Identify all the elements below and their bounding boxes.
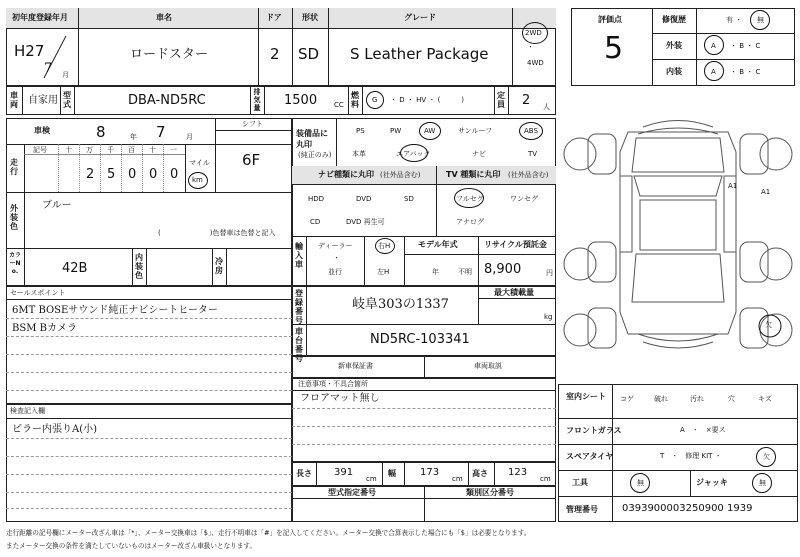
mileage-header-sen: 千	[107, 146, 114, 154]
equip-tv: TV	[528, 150, 538, 158]
diagram-a1-left: A1	[728, 182, 738, 190]
inspector-block	[6, 404, 292, 522]
grade-value: S Leather Package	[350, 45, 489, 63]
tools-value: 無	[637, 479, 644, 487]
interior-grade-rest: ・ B ・ C	[730, 68, 761, 76]
fuel-label: 燃料	[351, 91, 359, 109]
repair-label: 修復歴	[662, 15, 686, 24]
drive-dot: ・	[527, 43, 534, 51]
equip-airbag: エアバック	[396, 150, 431, 158]
score-value: 5	[604, 31, 624, 66]
equip-abs: ABS	[524, 127, 538, 135]
exterior-grade-a: A	[711, 42, 716, 50]
tv-note: (社外品含む)	[508, 171, 549, 179]
capacity-label: 定員	[497, 91, 505, 109]
displacement-unit: CC	[334, 101, 344, 109]
grade-label: グレード	[404, 13, 436, 22]
reg-year-label: 初年度登録年月	[12, 13, 68, 22]
exterior-label: 外装	[666, 41, 682, 50]
mileage-header-man: 万	[86, 146, 93, 154]
height-unit: cm	[540, 475, 551, 483]
inspector-label: 検査記入欄	[10, 407, 45, 415]
height-label: 高さ	[472, 469, 488, 478]
manual-label: 車両取説	[474, 362, 502, 370]
color-no-value: 42B	[62, 261, 88, 276]
mileage-header-symbol: 記号	[33, 146, 47, 154]
mileage-digit: 5	[107, 167, 116, 182]
max-load-label: 最大積載量	[494, 288, 534, 297]
mileage-km: km	[192, 176, 203, 184]
inspector-value: ピラー内張りA(小)	[12, 424, 98, 435]
tv-oneseg: ワンセグ	[510, 195, 538, 203]
type-cert-label: 型式指定番号	[328, 488, 376, 497]
color-no-label: カラーNo.	[8, 252, 21, 275]
shape-label: 形状	[302, 13, 318, 22]
mileage-label: 走行	[10, 158, 18, 176]
model-value: DBA-ND5RC	[128, 93, 206, 108]
inspection-year-unit: 年	[130, 133, 137, 141]
footer-line-2: またメーター交換の条件を満たしていないものはメーター改ざん車扱いとなります。	[6, 542, 257, 550]
car-outline-svg	[558, 92, 798, 380]
reg-month-value: 7	[44, 61, 53, 76]
model-year-unknown: 不明	[458, 268, 472, 276]
seat-option-burn: コゲ	[620, 395, 634, 403]
inspection-year: 8	[96, 123, 106, 141]
exterior-color-label: 外装色	[10, 204, 18, 231]
repair-options: 有 ・	[726, 16, 743, 24]
tv-label: TV 種類に丸印	[446, 170, 501, 179]
mileage-digit: 2	[86, 167, 95, 182]
chassis-value: ND5RC-103341	[370, 332, 470, 347]
repair-none: 無	[757, 16, 764, 24]
width-value: 173	[420, 467, 440, 478]
notes-label: 注意事項・不具合箇所	[298, 380, 368, 388]
inspection-month: 7	[156, 123, 166, 141]
tv-analog: アナログ	[456, 218, 484, 226]
seat-option-hole: 穴	[728, 395, 735, 403]
diagram-a1-right: A1	[761, 188, 771, 196]
width-unit: cm	[452, 475, 463, 483]
diagram-missing: 欠	[765, 321, 772, 329]
equip-leather: 本革	[352, 150, 366, 158]
chassis-label: 車台番号	[295, 327, 303, 363]
mileage-digit: 0	[128, 167, 137, 182]
mileage-header-10man: 十	[65, 146, 72, 154]
import-dot: ・	[333, 254, 340, 262]
length-unit: cm	[366, 475, 377, 483]
recycle-label: リサイクル預託金	[484, 240, 547, 249]
equip-navi: ナビ	[472, 150, 486, 158]
reg-year-value: H27	[14, 42, 45, 60]
mileage-header-ichi: 一	[170, 146, 177, 154]
spare-missing: 欠	[763, 453, 770, 461]
displacement-label: 排気量	[253, 88, 261, 112]
spare-label: スペアタイヤ	[566, 452, 614, 461]
navi-cd: CD	[310, 218, 321, 226]
max-load-unit: kg	[544, 313, 553, 321]
score-label: 評価点	[598, 15, 622, 24]
footer-line-1: 走行距離の記号欄にメーター改ざん車は「*」、メーター交換車は「$」、走行不明車は「#」を記入してください。メーター交換で合算表示した場合にも「$」は必要となります。	[6, 529, 531, 537]
mgmt-label: 管理番号	[566, 505, 598, 514]
inspection-label: 車検	[34, 126, 50, 135]
navi-dvd: DVD	[356, 195, 372, 203]
mileage-digit: 0	[149, 167, 158, 182]
drive-2wd: 2WD	[525, 29, 542, 37]
shape-value: SD	[298, 45, 320, 63]
mileage-header-hyaku: 百	[128, 146, 135, 154]
inspection-month-unit: 月	[186, 133, 193, 141]
import-parallel: 並行	[328, 268, 342, 276]
equipment-label: 装備品に丸印	[296, 129, 328, 149]
notes-value: フロアマット無し	[300, 393, 380, 404]
spare-options: T ・ 修理 KIT ・	[660, 452, 722, 460]
navi-sd: SD	[404, 195, 414, 203]
door-value: 2	[270, 45, 280, 63]
warranty-label: 新車保証書	[338, 362, 373, 370]
recycle-unit: 円	[546, 269, 553, 277]
mileage-mile: マイル	[189, 159, 210, 167]
glass-label: フロントガラス	[566, 426, 622, 435]
mgmt-value: 0393900003250900 1939	[622, 503, 753, 514]
import-dealer: ディーラー	[318, 242, 353, 250]
color-change-note: ( )色替車は色替と記入	[158, 229, 276, 237]
seat-option-stain: 汚れ	[690, 395, 704, 403]
capacity-value: 2	[522, 93, 531, 108]
length-value: 391	[334, 467, 354, 478]
fuel-options: ・ D ・ HV ・ ( )	[390, 96, 465, 104]
car-name-value: ロードスター	[130, 47, 208, 62]
height-value: 123	[508, 467, 528, 478]
seat-label: 室内シート	[566, 392, 606, 401]
interior-color-label: 内装色	[135, 253, 143, 280]
shift-value: 6F	[242, 151, 261, 169]
door-label: ドア	[266, 13, 282, 22]
drive-4wd: 4WD	[527, 59, 544, 67]
shift-label: シフト	[242, 120, 263, 128]
model-year-label: モデル年式	[418, 240, 458, 249]
handle-left: 左H	[377, 268, 390, 276]
handle-right: 右H	[378, 242, 391, 250]
width-label: 幅	[388, 469, 396, 478]
interior-grade-a: A	[711, 68, 716, 76]
spec-row	[6, 86, 556, 115]
equip-aw: AW	[424, 127, 436, 135]
tv-fullseg: フルセグ	[456, 195, 484, 203]
sales-line-2: BSM Bカメラ	[12, 323, 77, 334]
navi-dvd-play: DVD 再生可	[346, 218, 385, 226]
jack-value: 無	[759, 479, 766, 487]
car-name-label: 車名	[156, 13, 172, 22]
usage-value: 自家用	[28, 95, 58, 106]
plate-value: 岐阜303の1337	[352, 297, 449, 312]
equipment-note: (純正のみ)	[298, 151, 332, 159]
mileage-digit: 0	[170, 167, 179, 182]
class-label: 類別区分番号	[466, 488, 514, 497]
import-label: 輸入車	[295, 242, 303, 269]
model-year-unit: 年	[432, 268, 439, 276]
equip-ps: PS	[356, 127, 365, 135]
navi-note: (社外品含む)	[380, 171, 421, 179]
seat-option-tear: 破れ	[654, 395, 668, 403]
exterior-color-value: ブルー	[42, 200, 72, 211]
cooler-label: 冷房	[215, 257, 223, 275]
displacement-value: 1500	[284, 93, 318, 108]
recycle-value: 8,900	[484, 262, 522, 277]
sales-point-block	[6, 286, 292, 404]
capacity-unit: 人	[543, 103, 550, 111]
navi-hdd: HDD	[308, 195, 325, 203]
usage-label: 車両	[10, 91, 18, 109]
reg-month-unit: 月	[62, 71, 69, 79]
seat-option-scratch: キズ	[758, 395, 772, 403]
equip-sunroof: サンルーフ	[458, 127, 493, 135]
model-label: 型式	[63, 91, 71, 109]
exterior-grade-rest: ・ B ・ C	[730, 42, 761, 50]
fuel-g: G	[372, 96, 378, 104]
mileage-header-juu: 十	[149, 146, 156, 154]
plate-label: 登録番号	[295, 289, 303, 325]
sales-point-label: セールスポイント	[10, 289, 66, 297]
length-label: 長さ	[296, 469, 312, 478]
sales-line-1: 6MT BOSEサウンド純正ナビシートヒーター	[12, 305, 218, 316]
tools-label: 工具	[572, 478, 588, 487]
equip-pw: PW	[390, 127, 402, 135]
car-diagram	[558, 92, 798, 380]
navi-label: ナビ種類に丸印	[318, 170, 374, 179]
jack-label: ジャッキ	[696, 478, 728, 487]
interior-label: 内装	[666, 67, 682, 76]
glass-options: A ・ ×要ス	[680, 426, 726, 434]
